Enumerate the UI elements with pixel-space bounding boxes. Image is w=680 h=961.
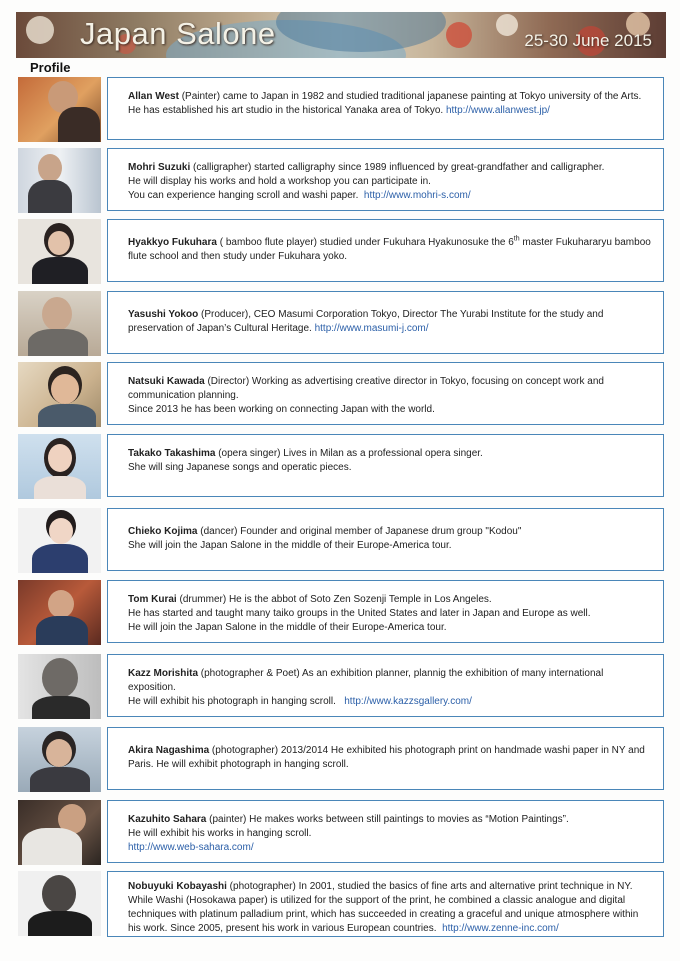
profile-role: (photographer) (209, 745, 279, 756)
profile-card (107, 77, 664, 140)
profile-description: Since 2013 he has been working on connecting Japan with the world. (128, 404, 435, 415)
profile-name: Chieko Kojima (128, 526, 198, 537)
profile-description: She will join the Japan Salone in the middle of their Europe-America tour. (128, 540, 452, 551)
profile-photo (18, 800, 101, 865)
profile-name: Kazz Morishita (128, 668, 199, 679)
profile-name: Kazuhito Sahara (128, 814, 207, 825)
profile-link[interactable]: http://www.zenne-inc.com/ (442, 923, 559, 934)
profile-card (107, 871, 664, 937)
profile-name: Takako Takashima (128, 448, 216, 459)
profile-description: Founder and original member of Japanese drum group "Kodou" (237, 526, 522, 537)
profile-link[interactable]: http://www.mohri-s.com/ (363, 190, 471, 201)
profile-description: He is the abbot of Soto Zen Sozenji Temple in Los Angeles. (226, 594, 492, 605)
profile-description: He will join the Japan Salone in the middle of their Europe-America tour. (128, 622, 447, 633)
profile-description: In 2001, studied the basics of fine arts and alternative print technique in NY. While Washi (Hosokawa paper) is utilized for the support of the print, he combined a classic analogue and digital techniques with platinum palladium print, which has succeeded in creating a graceful and unique atmosphere within his work. Since 2005, present his work in various European countries. (128, 881, 639, 934)
profile-photo (18, 871, 101, 936)
profile-description: master Fukuhararyu bamboo flute school and then study under Fukuhara yoko. (128, 237, 651, 262)
profile-card (107, 800, 664, 863)
profile-description: He has started and taught many taiko groups in the United States and later in Japan and Europe as well. (128, 608, 591, 619)
profile-role: (drummer) (176, 594, 227, 605)
profile-role: ( bamboo flute player) (216, 237, 317, 248)
profile-role: (Producer) (198, 309, 249, 320)
profile-description: Working as advertising creative director in Tokyo, focusing on concept work and communication planning. (128, 376, 604, 401)
profile-link[interactable]: http://www.allanwest.jp/ (445, 105, 550, 116)
profile-link[interactable]: http://www.kazzsgallery.com/ (344, 696, 472, 707)
profile-description: She will sing Japanese songs and operatic pieces. (128, 462, 352, 473)
profile-card (107, 727, 664, 790)
profile-description: You can experience hanging scroll and washi paper. (128, 190, 359, 201)
profile-description: He will exhibit his photograph in hanging scroll. (128, 696, 336, 707)
profile-name: Hyakkyo Fukuhara (128, 237, 217, 248)
profile-photo (18, 434, 101, 499)
profile-role: (painter) (206, 814, 247, 825)
profile-photo (18, 148, 101, 213)
profile-link[interactable]: http://www.masumi-j.com/ (314, 323, 429, 334)
profile-card (107, 219, 664, 282)
profile-name: Natsuki Kawada (128, 376, 205, 387)
profile-role: (Director) (204, 376, 250, 387)
profile-role: (dancer) (197, 526, 238, 537)
profile-card (107, 654, 664, 717)
profile-name: Allan West (128, 91, 179, 102)
profile-description: studied under Fukuhara Hyakunosuke the 6 (317, 237, 514, 248)
profile-photo (18, 362, 101, 427)
profile-name: Tom Kurai (128, 594, 177, 605)
profile-card (107, 434, 664, 497)
profile-role: (opera singer) (215, 448, 281, 459)
profile-name: Mohri Suzuki (128, 162, 191, 173)
section-title: Profile (30, 60, 71, 75)
profile-photo (18, 727, 101, 792)
profile-photo (18, 508, 101, 573)
profile-name: Nobuyuki Kobayashi (128, 881, 227, 892)
profile-description: came to Japan in 1982 and studied traditional japanese painting at Tokyo university of the Arts. (220, 91, 642, 102)
profile-photo (18, 291, 101, 356)
profile-card (107, 580, 664, 643)
profile-role: (calligrapher) (190, 162, 252, 173)
ordinal-suffix: th (513, 235, 520, 243)
profile-card (107, 291, 664, 354)
profile-photo (18, 654, 101, 719)
profile-role: (photographer & Poet) (198, 668, 300, 679)
profile-description: He will exhibit his works in hanging scroll. (128, 828, 312, 839)
profile-description: started calligraphy since 1989 influenced by great-grandfather and calligrapher. (251, 162, 605, 173)
profile-card (107, 362, 664, 425)
profile-link[interactable]: http://www.web-sahara.com/ (128, 842, 254, 853)
profile-card (107, 148, 664, 211)
profile-description: Lives in Milan as a professional opera singer. (280, 448, 483, 459)
profile-description: He will display his works and hold a workshop you can participate in. (128, 176, 431, 187)
profile-description: He makes works between still paintings to movies as “Motion Paintings”. (246, 814, 569, 825)
event-title: Japan Salone (80, 16, 276, 51)
profile-description: 2013/2014 He exhibited his photograph print on handmade washi paper in NY and Paris. He will exhibit photograph in hanging scroll. (128, 745, 645, 770)
profile-name: Akira Nagashima (128, 745, 210, 756)
profile-photo (18, 77, 101, 142)
event-dates: 25-30 June 2015 (524, 31, 652, 50)
profile-description: As an exhibition planner, plannig the exhibition of many international exposition. (128, 668, 604, 693)
profile-card (107, 508, 664, 571)
profile-description: He has established his art studio in the historical Yanaka area of Tokyo. (128, 105, 444, 116)
profile-photo (18, 580, 101, 645)
profile-photo (18, 219, 101, 284)
profile-name: Yasushi Yokoo (128, 309, 199, 320)
profile-role: (Painter) (178, 91, 221, 102)
profile-role: (photographer) (226, 881, 296, 892)
profile-description: , CEO Masumi Corporation Tokyo, Director The Yurabi Institute for the study and preservation of Japan’s Cultural Heritage. (128, 309, 604, 334)
